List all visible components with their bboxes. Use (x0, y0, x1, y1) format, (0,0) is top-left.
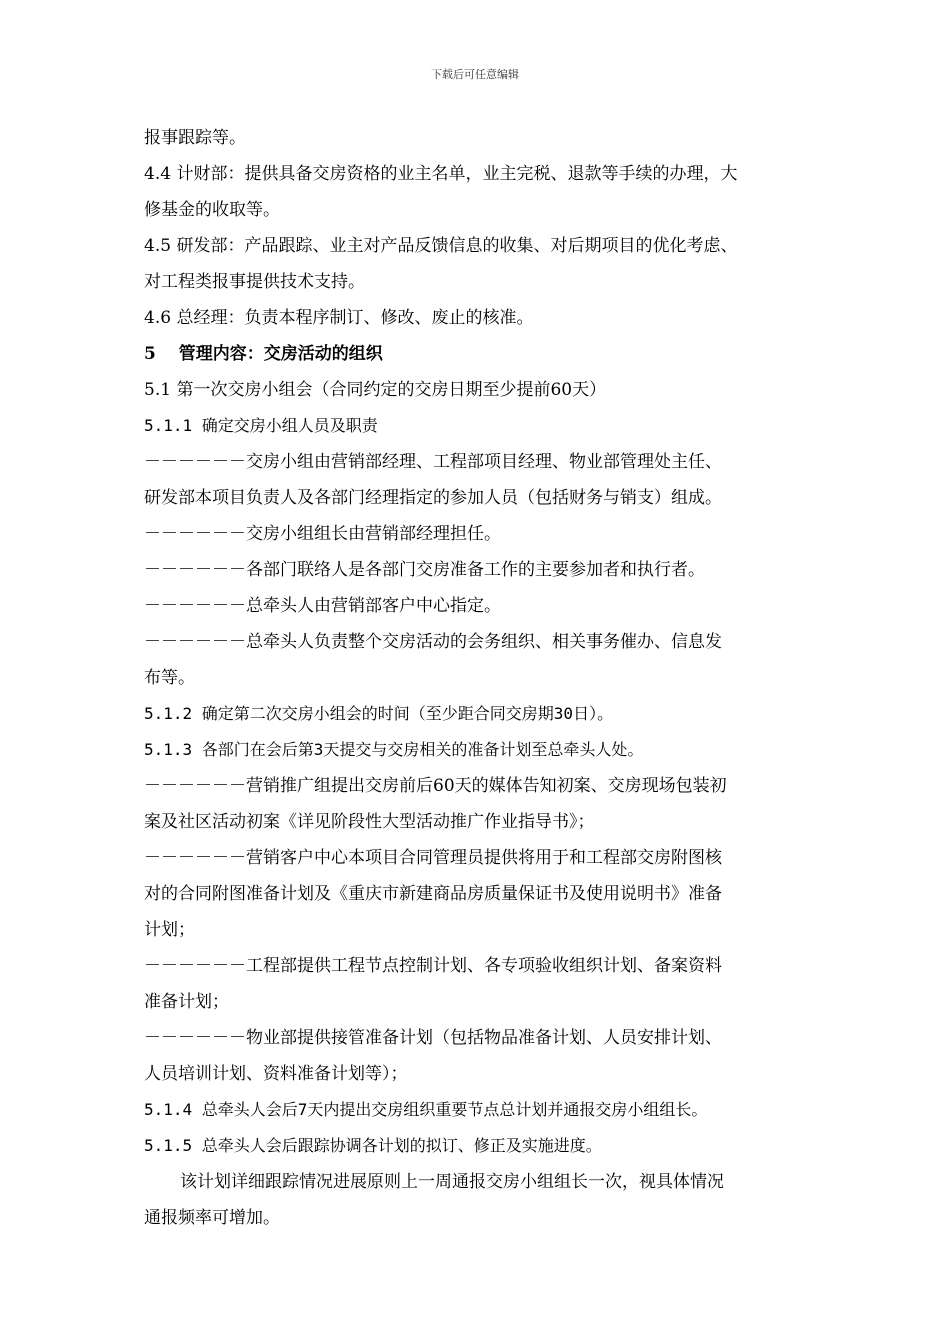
body-line: 4.6 总经理：负责本程序制订、修改、废止的核准。 (144, 308, 534, 328)
body-line: 布等。 (144, 668, 195, 688)
body-line: 修基金的收取等。 (144, 200, 280, 220)
list-item: －－－－－－工程部提供工程节点控制计划、各专项验收组织计划、备案资料 (144, 956, 722, 976)
body-line: 4.5 研发部：产品跟踪、业主对产品反馈信息的收集、对后期项目的优化考虑、 (144, 236, 738, 256)
subsection-heading: 5.1 第一次交房小组会（合同约定的交房日期至少提前60天） (144, 380, 607, 400)
clause-heading: 5.1.3 各部门在会后第3天提交与交房相关的准备计划至总牵头人处。 (144, 740, 644, 759)
body-line: 4.4 计财部：提供具备交房资格的业主名单，业主完税、退款等手续的办理，大 (144, 164, 738, 184)
body-line: 案及社区活动初案《详见阶段性大型活动推广作业指导书》； (144, 812, 595, 832)
list-item: －－－－－－物业部提供接管准备计划（包括物品准备计划、人员安排计划、 (144, 1028, 722, 1048)
body-line: 对工程类报事提供技术支持。 (144, 272, 365, 292)
list-item: －－－－－－各部门联络人是各部门交房准备工作的主要参加者和执行者。 (144, 560, 705, 580)
document-body (144, 120, 810, 1236)
clause-heading: 5.1.2 确定第二次交房小组会的时间（至少距合同交房期30日）。 (144, 704, 614, 723)
list-item: －－－－－－总牵头人负责整个交房活动的会务组织、相关事务催办、信息发 (144, 632, 722, 652)
page-header: 下载后可任意编辑 (431, 68, 519, 81)
list-item: －－－－－－交房小组由营销部经理、工程部项目经理、物业部管理处主任、 (144, 452, 722, 472)
paragraph-line: 该计划详细跟踪情况进展原则上一周通报交房小组组长一次，视具体情况 (180, 1172, 724, 1192)
list-item: －－－－－－总牵头人由营销部客户中心指定。 (144, 596, 501, 616)
clause-heading: 5.1.5 总牵头人会后跟踪协调各计划的拟订、修正及实施进度。 (144, 1136, 602, 1155)
section-heading: 5 管理内容：交房活动的组织 (144, 344, 383, 364)
list-item: －－－－－－交房小组组长由营销部经理担任。 (144, 524, 501, 544)
body-line: 报事跟踪等。 (144, 128, 246, 148)
list-item: －－－－－－营销推广组提出交房前后60天的媒体告知初案、交房现场包装初 (144, 776, 727, 796)
clause-heading: 5.1.4 总牵头人会后7天内提出交房组织重要节点总计划并通报交房小组组长。 (144, 1100, 708, 1119)
body-line: 研发部本项目负责人及各部门经理指定的参加人员（包括财务与销支）组成。 (144, 488, 722, 508)
list-item: －－－－－－营销客户中心本项目合同管理员提供将用于和工程部交房附图核 (144, 848, 722, 868)
body-line: 计划； (144, 920, 195, 940)
clause-heading: 5.1.1 确定交房小组人员及职责 (144, 416, 378, 435)
body-line: 人员培训计划、资料准备计划等）； (144, 1064, 408, 1084)
body-line: 通报频率可增加。 (144, 1208, 280, 1228)
body-line: 准备计划； (144, 992, 229, 1012)
body-line: 对的合同附图准备计划及《重庆市新建商品房质量保证书及使用说明书》准备 (144, 884, 722, 904)
